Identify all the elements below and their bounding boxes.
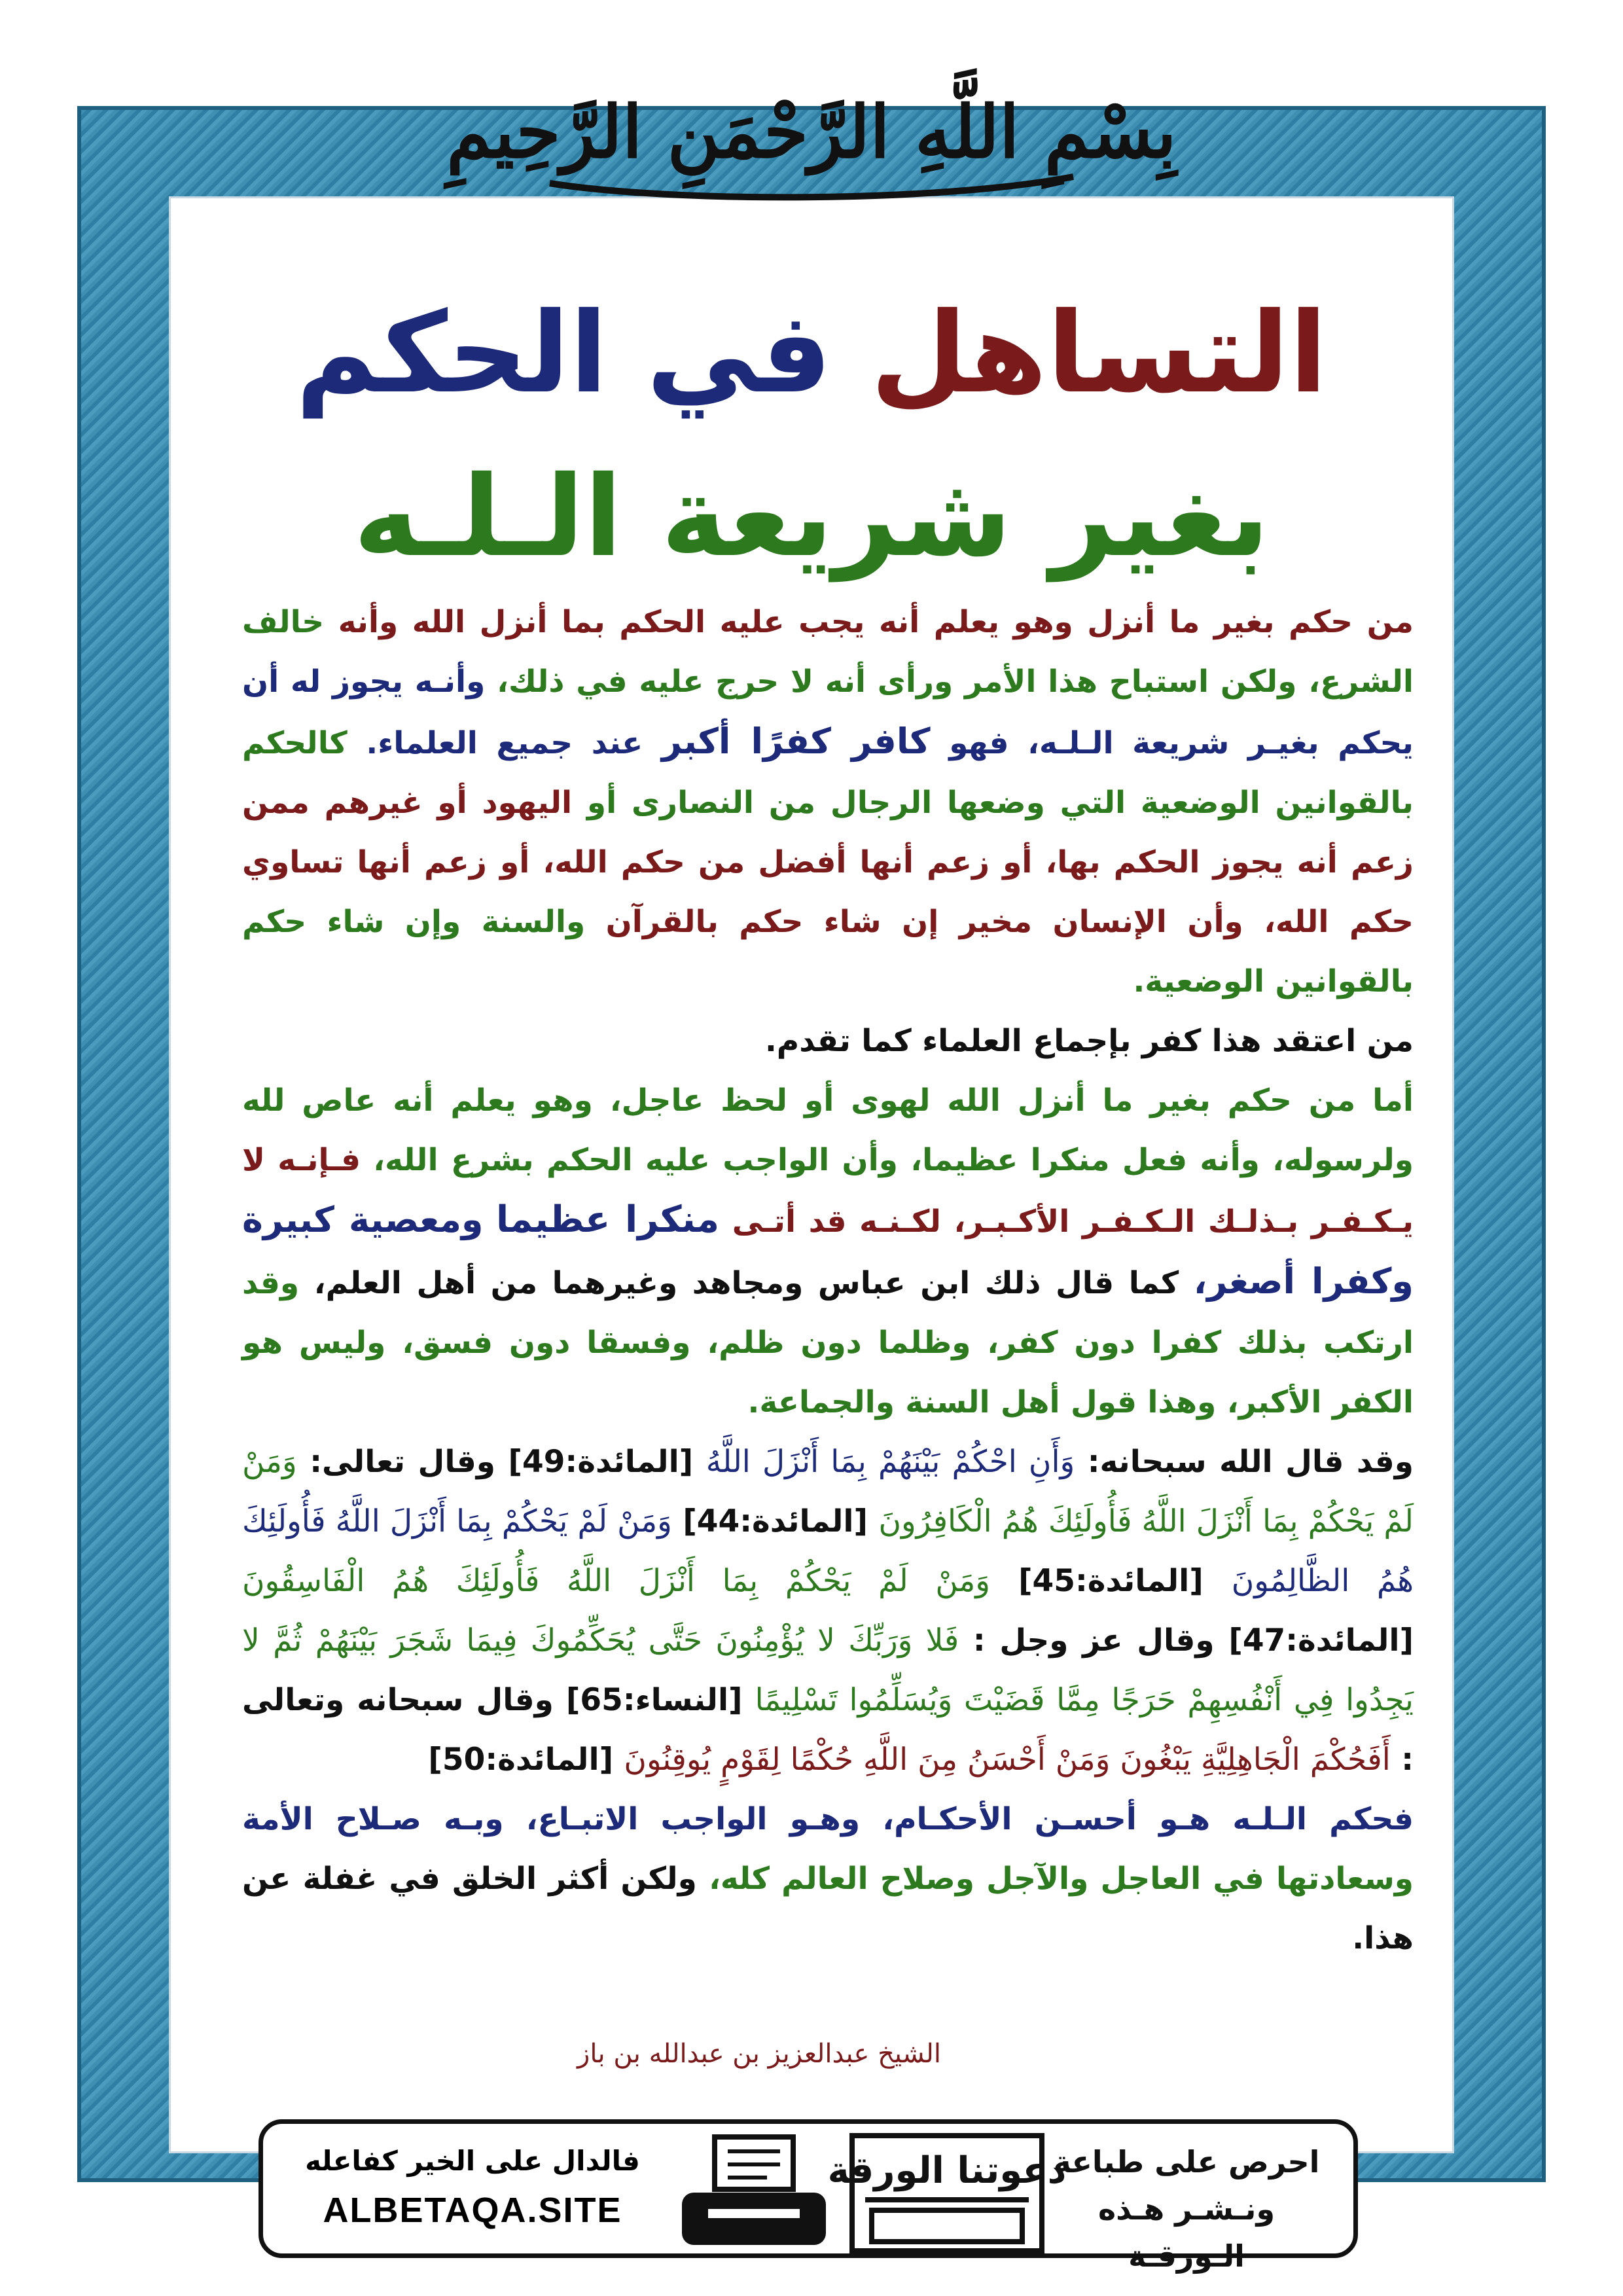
footer-print-note [1046, 2138, 1327, 2280]
title-word-blue: في الحكم [295, 289, 832, 418]
footer-box [259, 2119, 1358, 2274]
text-segment: وسعادتها في العاجل والآجل وصلاح العالم كله، [709, 1861, 1414, 1897]
text-segment: أما من حكم بغير ما أنزل الله لهوى أو لحظ عاجل، وهو يعلم أنه عاص لله [242, 1083, 1414, 1119]
text-segment: من أهل العلم، [313, 1265, 538, 1301]
verse-reference: [المائدة:45] [1018, 1563, 1204, 1599]
text-segment: ولرسوله، وأنه فعل منكرا عظيما، وأن الواجب عليه الحكم بشرع الله، [373, 1142, 1414, 1178]
quran-verse: وَأَنِ احْكُمْ بَيْنَهُمْ بِمَا أَنْزَلَ اللَّهُ [705, 1444, 1075, 1480]
quran-verse: أَفَحُكْمَ الْجَاهِلِيَّةِ يَبْغُونَ وَمَنْ أَحْسَنُ مِنَ اللَّهِ حُكْمًا لِقَوْمٍ يُوقِنُونَ [624, 1742, 1391, 1778]
article-body [242, 592, 1414, 1968]
quran-verse: وَمَنْ لَمْ يَحْكُمْ بِمَا أَنْزَلَ اللَّهُ فَأُولَئِكَ هُمُ الْفَاسِقُونَ [242, 1563, 990, 1599]
text-segment: غفلة عن هذا. [242, 1861, 1414, 1956]
text-segment: كما قال ذلك ابن عباس ومجاهد وغيرهما [552, 1265, 1179, 1301]
title-word-red: التساهل [870, 289, 1328, 418]
verse-reference: [النساء:65] [565, 1682, 743, 1718]
verse-reference: [المائدة:50] [428, 1742, 614, 1778]
svg-text:دعوتنا الورقة: دعوتنا الورقة [827, 2149, 1067, 2192]
emphasis-kufr-akbar: كافر كفرًا أكبر [661, 721, 931, 762]
emphasis-kufr-asghar: ومعصية كبيرة وكفرا أصغر، [242, 1199, 1414, 1302]
footer-site-url[interactable]: ALBETAQA.SITE [323, 2191, 622, 2230]
quran-verse: وَمَنْ لَمْ يَحْكُمْ بِمَا أَنْزَلَ اللَّهُ فَأُولَئِكَ هُمُ الْكَافِرُونَ [242, 1444, 1414, 1539]
text-segment: من حكم بغير ما أنزل وهو يعلم أنه يجب عليه الحكم بما أنزل الله وأنه [338, 604, 1414, 640]
verse-reference: [المائدة:44] [683, 1503, 868, 1539]
printer-icon [669, 2130, 839, 2255]
author-signature: الشيخ عبدالعزيز بن عبدالله بن باز [577, 2039, 941, 2069]
text-segment: وقال عز وجل : [972, 1623, 1215, 1659]
text-segment: فـإنـه لا يـكـفـر بـذلـك الـكـفـر الأكـبـر، لكـنـه قد أتـى [242, 1142, 1414, 1240]
footer-right-line-2: ونـشـر هـذه الـورقـة [1097, 2191, 1275, 2274]
text-segment: اليهود أو غيرهم ممن زعم أنه يجوز الحكم بها، أو زعم أنها أفضل من حكم [242, 785, 1414, 880]
text-segment: وقال تعالى: [310, 1444, 495, 1480]
text-segment: ولكن أكثر الخلق في [389, 1861, 697, 1897]
text-segment: وأنـه يجوز له أن يحكم بغيـر شريعة الـلـه، فهو [242, 664, 1414, 761]
footer-right-line-1: احرص على طباعة [1053, 2144, 1320, 2179]
site-logo [827, 2129, 1067, 2257]
text-segment: من اعتقد هذا كفر بإجماع العلماء كما تقدم. [764, 1023, 1414, 1059]
text-segment: خالف الشرع، ولكن استباح هذا الأمر ورأى أنه لا حرج عليه في ذلك، [242, 604, 1414, 700]
footer-slogan: فالدال على الخير كفاعله [305, 2145, 640, 2177]
text-segment: كالحكم بالقوانين الوضعية التي وضعها الرجال من النصارى أو [242, 725, 1414, 821]
quran-verse: وَمَنْ لَمْ يَحْكُمْ بِمَا أَنْزَلَ اللَّهُ فَأُولَئِكَ هُمُ الظَّالِمُونَ [242, 1503, 1414, 1599]
verse-reference: [المائدة:47] [1228, 1623, 1414, 1659]
text-segment: الله، أو زعم أنها تساوي حكم الله، وأن الإنسان مخير إن شاء حكم بالقرآن [242, 844, 1414, 940]
text-segment: دون فسق، وليس هو الكفر الأكبر، وهذا قول أهل السنة والجماعة. [242, 1325, 1414, 1420]
svg-text:بِسْمِ اللَّهِ الرَّحْمَنِ الر: بِسْمِ اللَّهِ الرَّحْمَنِ الرَّحِيمِ [446, 90, 1177, 174]
title-line-2: بغير شريعة الـلـه [353, 452, 1270, 582]
text-segment: عند جميع [496, 725, 643, 761]
text-segment: وقد قال الله سبحانه: [1087, 1444, 1414, 1480]
verse-reference: [المائدة:49] [508, 1444, 694, 1480]
text-segment: العلماء. [366, 725, 478, 761]
text-segment: وقال سبحانه وتعالى : [242, 1682, 1414, 1778]
text-segment: فحكم الـلـه هـو أحسـن الأحكـام، وهـو الواجب الاتبـاع، وبـه صـلاح الأمة [242, 1801, 1414, 1837]
basmala-calligraphy [446, 46, 1177, 216]
text-segment: وقد ارتكب بذلك كفرا دون كفر، وظلما دون ظلم، وفسقا [242, 1265, 1414, 1361]
quran-verse: فَلا وَرَبِّكَ لا يُؤْمِنُونَ حَتَّى يُحَكِّمُوكَ فِيمَا شَجَرَ بَيْنَهُمْ ثُمَّ لا يَجِدُوا فِي أَنْفُسِهِمْ حَرَجًا مِمَّا قَضَيْتَ وَيُسَلِّمُوا تَسْلِيمًا [242, 1623, 1414, 1718]
emphasis-munkar: منكرا عظيما [496, 1198, 720, 1241]
text-segment: والسنة وإن شاء حكم بالقوانين الوضعية. [242, 904, 1414, 999]
footer-site-block [289, 2138, 656, 2236]
title-line-1 [196, 281, 1427, 425]
